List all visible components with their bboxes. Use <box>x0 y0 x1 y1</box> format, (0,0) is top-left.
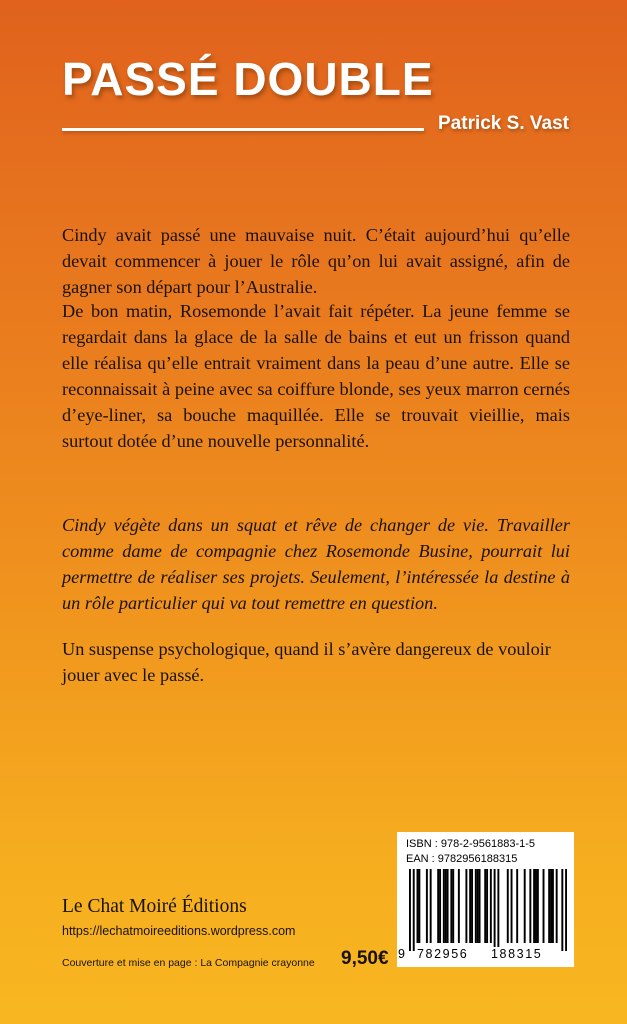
cover-credits: Couverture et mise en page : La Compagnie crayonne <box>62 957 315 969</box>
barcode-panel <box>397 832 574 967</box>
excerpt-paragraph-1: Cindy avait passé une mauvaise nuit. C’était aujourd’hui qu’elle devait commencer à jouer le rôle qu’on lui avait assigné, afin de gagner son départ pour l’Australie. <box>62 225 570 297</box>
publisher-website: https://lechatmoireeditions.wordpress.com <box>62 924 296 938</box>
excerpt-paragraph-2: De bon matin, Rosemonde l’avait fait répéter. La jeune femme se regardait dans la glace de la salle de bains et eut un frisson quand elle réalisa qu’elle entrait vraiment dans la peau d’une autre. Elle se reconnaissait à peine avec sa coiffure blonde, ses yeux marron cernés d’eye-liner, sa bouche maquillée. Elle se trouvait vieillie, mais surtout dotée d’une nouvelle personnalité. <box>62 301 570 451</box>
book-title: PASSÉ DOUBLE <box>62 53 434 105</box>
ean-number: EAN : 9782956188315 <box>406 853 518 865</box>
price-label: 9,50€ <box>341 948 389 969</box>
title-underline <box>62 128 424 131</box>
publisher-name: Le Chat Moiré Éditions <box>62 896 247 917</box>
author-name: Patrick S. Vast <box>438 113 569 134</box>
isbn-number: ISBN : 978-2-9561883-1-5 <box>406 838 536 850</box>
tagline-paragraph: Un suspense psychologique, quand il s’avère dangereux de vouloir jouer avec le passé. <box>62 639 551 685</box>
synopsis-paragraph: Cindy végète dans un squat et rêve de changer de vie. Travailler comme dame de compagnie chez Rosemonde Busine, pourrait lui permettre de réaliser ses projets. Seulement, l’intéressée la destine à un rôle particulier qui va tout remettre en question. <box>62 515 570 613</box>
barcode-digits <box>397 947 574 967</box>
barcode-digit-first: 9 <box>398 947 407 961</box>
barcode-bars <box>409 869 567 951</box>
barcode-digits-left: 782956 <box>417 947 469 961</box>
barcode-digits-right: 188315 <box>491 947 543 961</box>
